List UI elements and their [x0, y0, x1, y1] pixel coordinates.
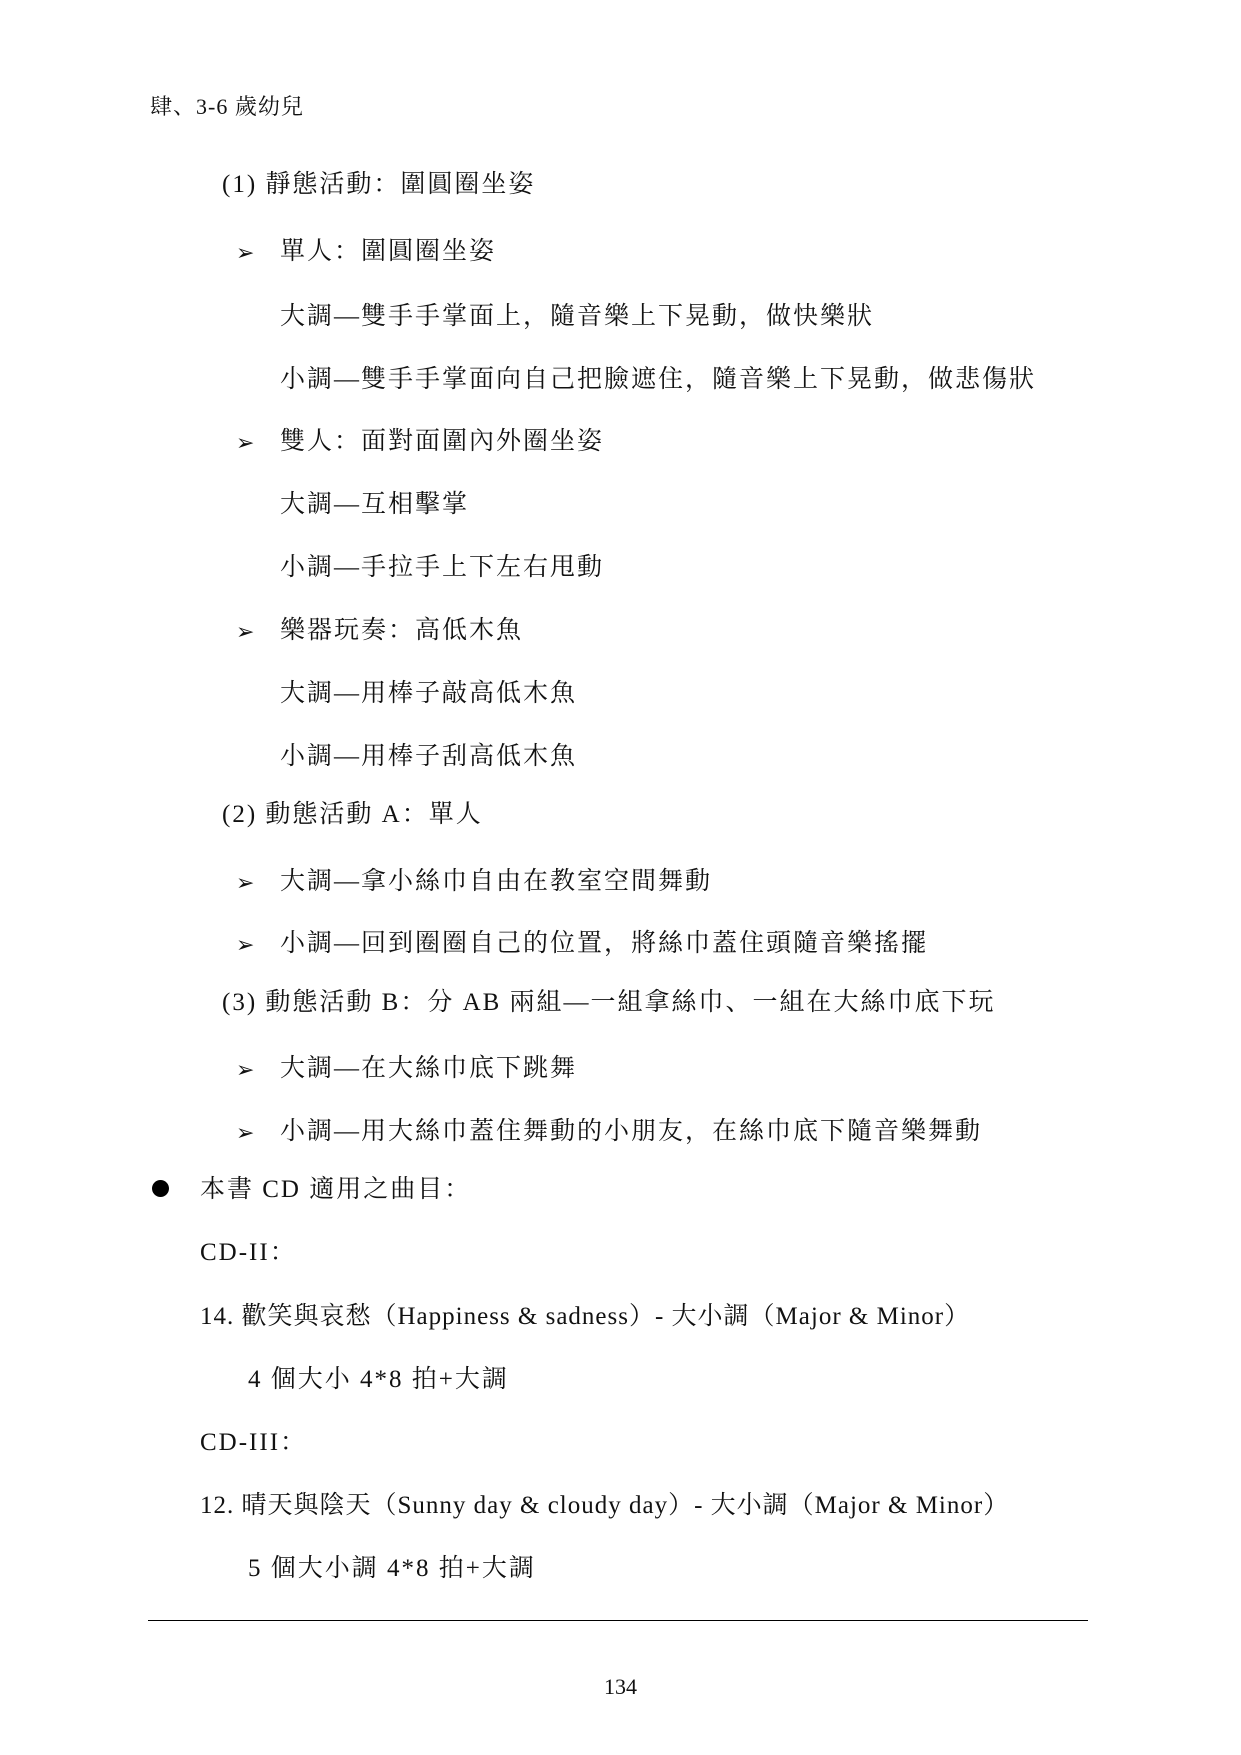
s3-major: 大調—在大絲巾底下跳舞	[280, 1055, 578, 1082]
s1-double-heading: 雙人：面對面圍內外圈坐姿	[280, 428, 605, 455]
cd3-label: CD-III：	[200, 1429, 308, 1456]
s1-instrument-heading: 樂器玩奏：高低木魚	[280, 617, 524, 644]
section-1-heading: (1) 靜態活動：圍圓圈坐姿	[222, 171, 536, 198]
page-number: 134	[604, 1674, 637, 1699]
s1-double-minor: 小調—手拉手上下左右甩動	[280, 554, 605, 581]
arrow-bullet-icon: ➢	[236, 870, 255, 895]
arrow-bullet-icon: ➢	[236, 932, 255, 957]
arrow-bullet-icon: ➢	[236, 430, 255, 455]
cd3-track: 12. 晴天與陰天（Sunny day & cloudy day）- 大小調（Major & Minor）	[200, 1492, 1010, 1519]
section-2-heading: (2) 動態活動 A：單人	[222, 801, 483, 828]
arrow-bullet-icon: ➢	[236, 1057, 255, 1082]
s2-minor: 小調—回到圈圈自己的位置，將絲巾蓋住頭隨音樂搖擺	[280, 930, 929, 957]
s3-minor: 小調—用大絲巾蓋住舞動的小朋友，在絲巾底下隨音樂舞動	[280, 1118, 983, 1145]
cd2-track: 14. 歡笑與哀愁（Happiness & sadness）- 大小調（Major & Minor）	[200, 1303, 971, 1330]
page-header: 肆、3-6 歲幼兒	[150, 94, 304, 119]
cd-title: 本書 CD 適用之曲目：	[200, 1176, 472, 1203]
cd3-detail: 5 個大小調 4*8 拍+大調	[248, 1555, 536, 1582]
bullet-icon	[152, 1180, 169, 1197]
s1-single-major: 大調—雙手手掌面上，隨音樂上下晃動，做快樂狀	[280, 303, 875, 330]
s1-single-minor: 小調—雙手手掌面向自己把臉遮住，隨音樂上下晃動，做悲傷狀	[280, 366, 1037, 393]
cd2-label: CD-II：	[200, 1239, 297, 1266]
section-3-heading: (3) 動態活動 B：分 AB 兩組—一組拿絲巾、一組在大絲巾底下玩	[222, 989, 996, 1016]
s1-instrument-major: 大調—用棒子敲高低木魚	[280, 680, 578, 707]
arrow-bullet-icon: ➢	[236, 240, 255, 265]
s1-single-heading: 單人：圍圓圈坐姿	[280, 238, 497, 265]
s1-double-major: 大調—互相擊掌	[280, 491, 470, 518]
cd2-detail: 4 個大小 4*8 拍+大調	[248, 1366, 509, 1393]
s1-instrument-minor: 小調—用棒子刮高低木魚	[280, 743, 578, 770]
s2-major: 大調—拿小絲巾自由在教室空間舞動	[280, 868, 713, 895]
footer-divider	[148, 1620, 1088, 1621]
arrow-bullet-icon: ➢	[236, 1120, 255, 1145]
arrow-bullet-icon: ➢	[236, 619, 255, 644]
